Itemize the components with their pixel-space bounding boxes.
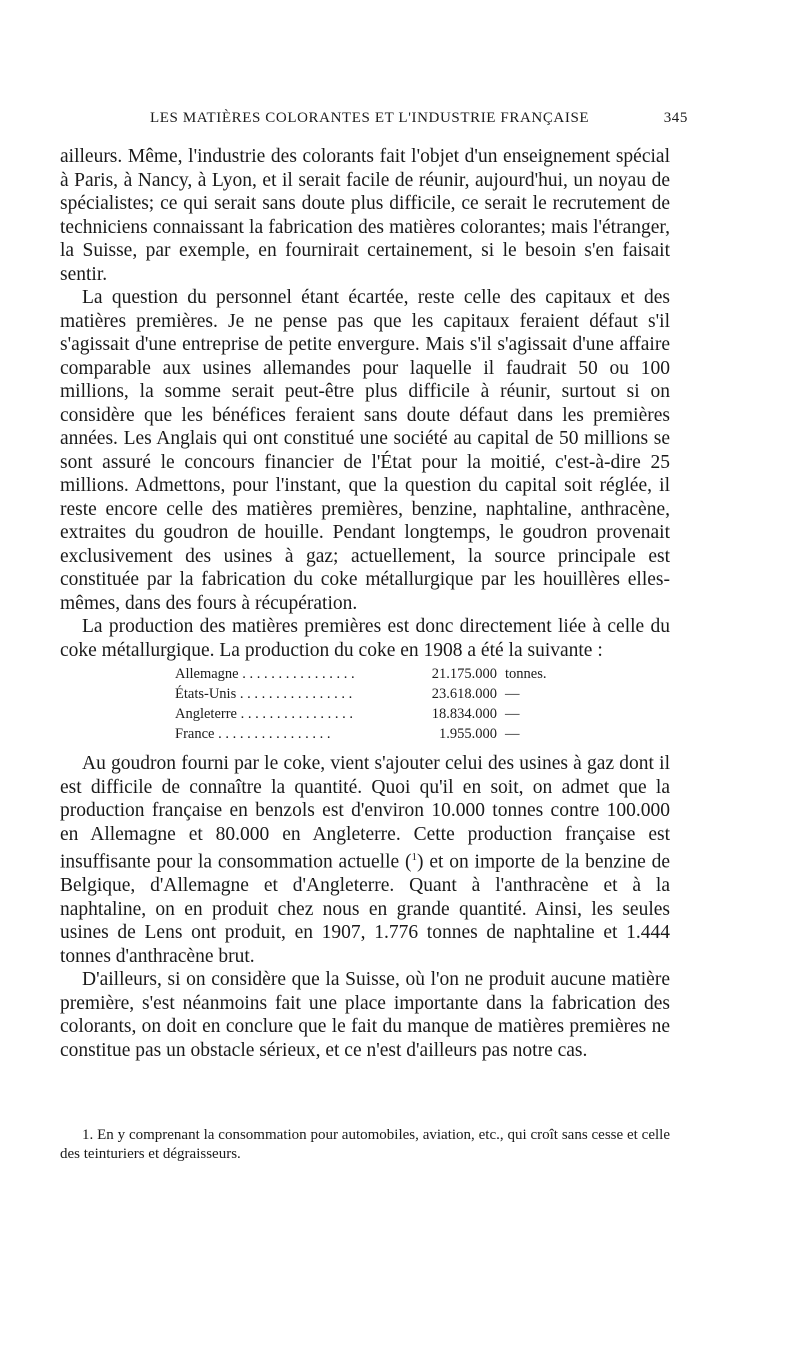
table-row <box>175 704 555 724</box>
running-title: LES MATIÈRES COLORANTES ET L'INDUSTRIE FRANÇAISE <box>150 110 590 126</box>
paragraph: Au goudron fourni par le coke, vient s'ajouter celui des usines à gaz dont il est difficile de connaître la quantité. Quoi qu'il en soit, on admet que la production française en benzols est d'environ 10.000 tonnes contre 100.000 en Allemagne et 80.000 en Angleterre. Cette production française est insuffisante pour la consommation actuelle ($^1$) et on importe de la benzine de Belgique, d'Allemagne et d'Angleterre. Quant à l'anthracène et à la naphtaline, on en produit chez nous en grande quantité. Ainsi, les seules usines de Lens ont produit, en 1907, 1.776 tonnes de naphtaline et 1.444 tonnes d'anthracène brut. <box>60 753 670 967</box>
table-row <box>175 684 555 704</box>
page-number: 345 <box>663 110 688 126</box>
country-cell: Angleterre . . . . . . . . . . . . . . . . <box>175 706 353 722</box>
paragraph: La production des matières premières est donc directement liée à celle du coke métallurgique. La production du coke en 1908 a été la suivante : <box>60 616 670 661</box>
value-cell: 1.955.000 <box>439 726 497 742</box>
footnote-marker: 1 <box>411 851 417 863</box>
country-cell: Allemagne . . . . . . . . . . . . . . . . <box>175 666 355 682</box>
table-row <box>175 664 555 684</box>
footnote: 1. En y comprenant la consommation pour automobiles, aviation, etc., qui croît sans cesse et celle des teinturiers et dégraisseurs. <box>60 1127 670 1162</box>
unit-cell: — <box>505 706 520 722</box>
value-cell: 18.834.000 <box>431 706 497 722</box>
value-cell: 21.175.000 <box>431 666 497 682</box>
unit-cell: — <box>505 726 520 742</box>
paragraph: ailleurs. Même, l'industrie des colorants fait l'objet d'un enseignement spécial à Paris, à Nancy, à Lyon, et il serait facile de réunir, aujourd'hui, un noyau de spécialistes; ce qui serait sans doute plus difficile, ce serait le recrutement de techniciens connaissant la fabrication des matières colorantes; mais l'étranger, la Suisse, par exemple, en fournirait certainement, si le besoin s'en faisait sentir. <box>60 146 670 285</box>
paragraph: D'ailleurs, si on considère que la Suisse, où l'on ne produit aucune matière première, s'est néanmoins fait une place importante dans la fabrication des colorants, on doit en conclure que le fait du manque de matières premières ne constitue pas un obstacle sérieux, et ce n'est d'ailleurs pas notre cas. <box>60 969 670 1061</box>
country-cell: États-Unis . . . . . . . . . . . . . . . . <box>175 686 353 702</box>
unit-cell: tonnes. <box>505 666 547 682</box>
unit-cell: — <box>505 686 520 702</box>
body-text <box>60 145 670 1062</box>
paragraph: La question du personnel étant écartée, reste celle des capitaux et des matières premières. Je ne pense pas que les capitaux feraient défaut s'il s'agissait d'une entreprise de petite envergure. Mais s'il s'agissait d'une affaire comparable aux usines allemandes pour laquelle il faudrait 50 ou 100 millions, la somme serait peut-être plus difficile à réunir, surtout si on considère que les bénéfices feraient sans doute défaut dans les premières années. Les Anglais qui ont constitué une société au capital de 50 millions se sont assuré le concours financier de l'État pour la moitié, c'est-à-dire 25 millions. Admettons, pour l'instant, que la question du capital soit réglée, il reste encore celle des matières premières, benzine, naphtaline, anthracène, extraites du goudron de houille. Pendant longtemps, le goudron provenait exclusivement des usines à gaz; actuellement, la source principale est constituée par la fabrication du coke métallurgique par les houillères elles-mêmes, dans des fours à récupération. <box>60 287 670 614</box>
coke-production-table <box>175 664 670 744</box>
value-cell: 23.618.000 <box>431 686 497 702</box>
country-cell: France . . . . . . . . . . . . . . . . <box>175 726 331 742</box>
table-row <box>175 724 555 744</box>
